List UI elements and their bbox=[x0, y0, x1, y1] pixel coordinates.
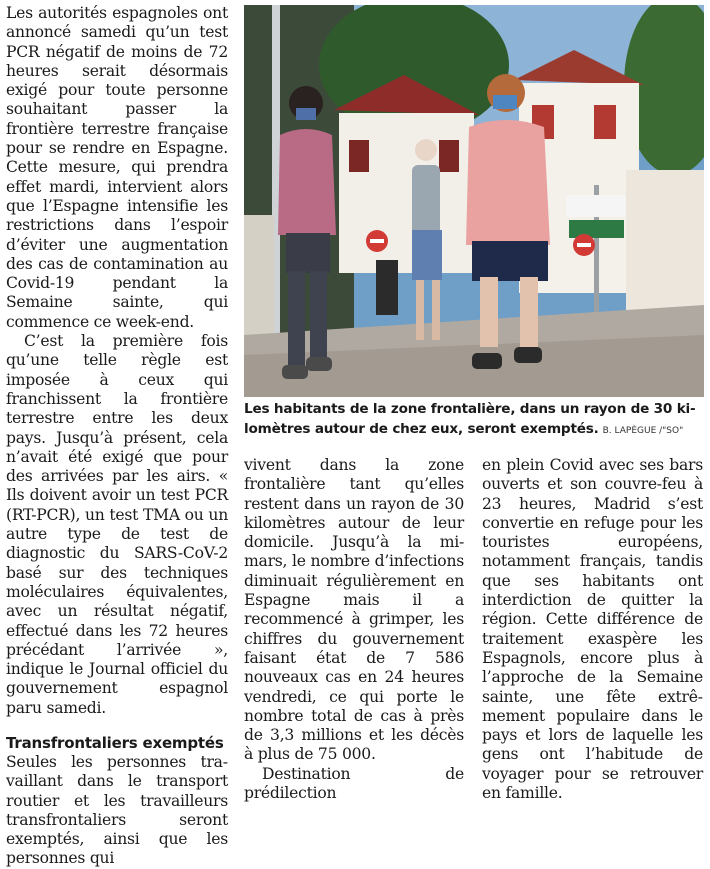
subheading: Transfrontaliers exemptés bbox=[6, 733, 224, 752]
article-paragraph: Les autorités espagnoles ont annoncé samedi qu’un test PCR négatif de moins de 72 heures serait désormais exigé pour toute personne souhaitant passer la frontière terrestre française pour se rendre en Espagne. Cette mesure, qui prendra effet mardi, intervient alors que l’Espagne intensifie les restrictions dans l’espoir d’éviter une augmentation des cas de contamination au Covid-19 pendant la Semaine sainte, qui commence ce week-end. bbox=[6, 4, 228, 331]
house bbox=[339, 113, 474, 273]
article-paragraph: C’est la première fois qu’une telle règle est imposée à ceux qui franchissent la frontière terrestre entre les deux pays. Jusqu’à présent, cela n’avait été exigé que pour des arrivées par les airs. « Ils doivent avoir un test PCR (RT-PCR), un test TMA ou un autre type de test de diagnostic du SARS-CoV-2 basé sur des techniques moléculaires équivalentes, avec un résultat négatif, effectué dans les 72 heures précédant l’arrivée », indique le Journal officiel du gouvernement espagnol paru samedi. bbox=[6, 332, 228, 717]
caption-text: Les habitants de la zone frontalière, dans un rayon de 30 kilomètres autour de chez eux, seront exemptés. bbox=[244, 401, 696, 437]
article-paragraph: Seules les personnes travaillant dans le transport routier et les travailleurs transfrontaliers seront exemptés, ainsi que les personnes qui bbox=[6, 752, 228, 868]
article-paragraph: en plein Covid avec ses bars ouverts et son couvre-feu à 23 heures, Madrid s’est convertie en refuge pour les touristes européens, notamment français, tandis que ses habitants ont interdiction de quitter la région. Cette différence de traitement exaspère les Espagnols, encore plus à l’approche de la Semaine sainte, une fête extrêmement populaire dans le pays et lors de laquelle les gens ont l’habitude de voyager pour se retrouver en famille. bbox=[482, 456, 703, 803]
person-right-top bbox=[466, 120, 550, 245]
article-column-2 bbox=[244, 456, 464, 803]
person-left-top bbox=[278, 129, 336, 235]
article-column-1 bbox=[6, 4, 228, 869]
photo-caption bbox=[244, 399, 706, 441]
article-paragraph: Destination de prédilection bbox=[244, 764, 464, 803]
news-photo bbox=[244, 5, 704, 397]
photo-credit: B. LAPÈGUE /"SO" bbox=[602, 426, 684, 436]
photo-illustration bbox=[244, 5, 704, 397]
article-column-3 bbox=[482, 456, 703, 803]
article-paragraph: vivent dans la zone frontalière tant qu’elles restent dans un rayon de 30 kilomètres autour de leur domicile. Jusqu’à la mi-mars, le nombre d’infections diminuait régulièrement en Espagne mais il a recommencé à grimper, les chiffres du gouvernement faisant état de 7 586 nouveaux cas en 24 heures vendredi, ce qui porte le nombre total de cas à près de 3,3 millions et les décès à plus de 75 000. bbox=[244, 456, 464, 764]
